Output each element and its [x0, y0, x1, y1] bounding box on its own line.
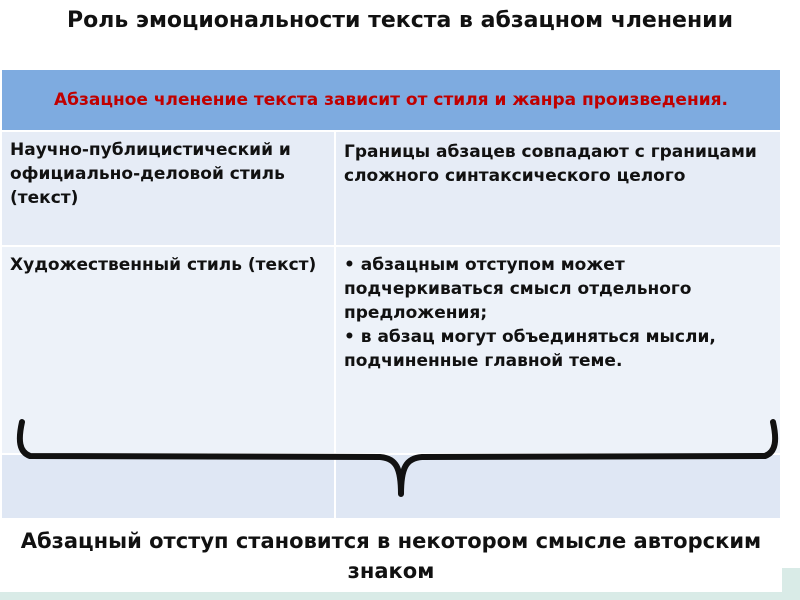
description-bullet-1: • абзацным отступом может подчеркиваться смысл отдельного предложения;	[344, 255, 692, 323]
decorative-bottom-strip	[0, 592, 800, 600]
table-header: Абзацное членение текста зависит от стиля и жанра произведения.	[2, 70, 780, 130]
table-row-1-style: Научно-публицистический и официально-деловой стиль (текст)	[2, 132, 334, 245]
table-row-2-style: Художественный стиль (текст)	[2, 247, 334, 453]
conclusion-text: Абзацный отступ становится в некотором смысле авторским знаком	[0, 520, 782, 592]
table-row-1-description: Границы абзацев совпадают с границами сложного синтаксического целого	[336, 132, 780, 245]
description-bullet-2: • в абзац могут объединяться мысли, подчиненные главной теме.	[344, 327, 716, 371]
page-title: Роль эмоциональности текста в абзацном членении	[66, 8, 733, 33]
